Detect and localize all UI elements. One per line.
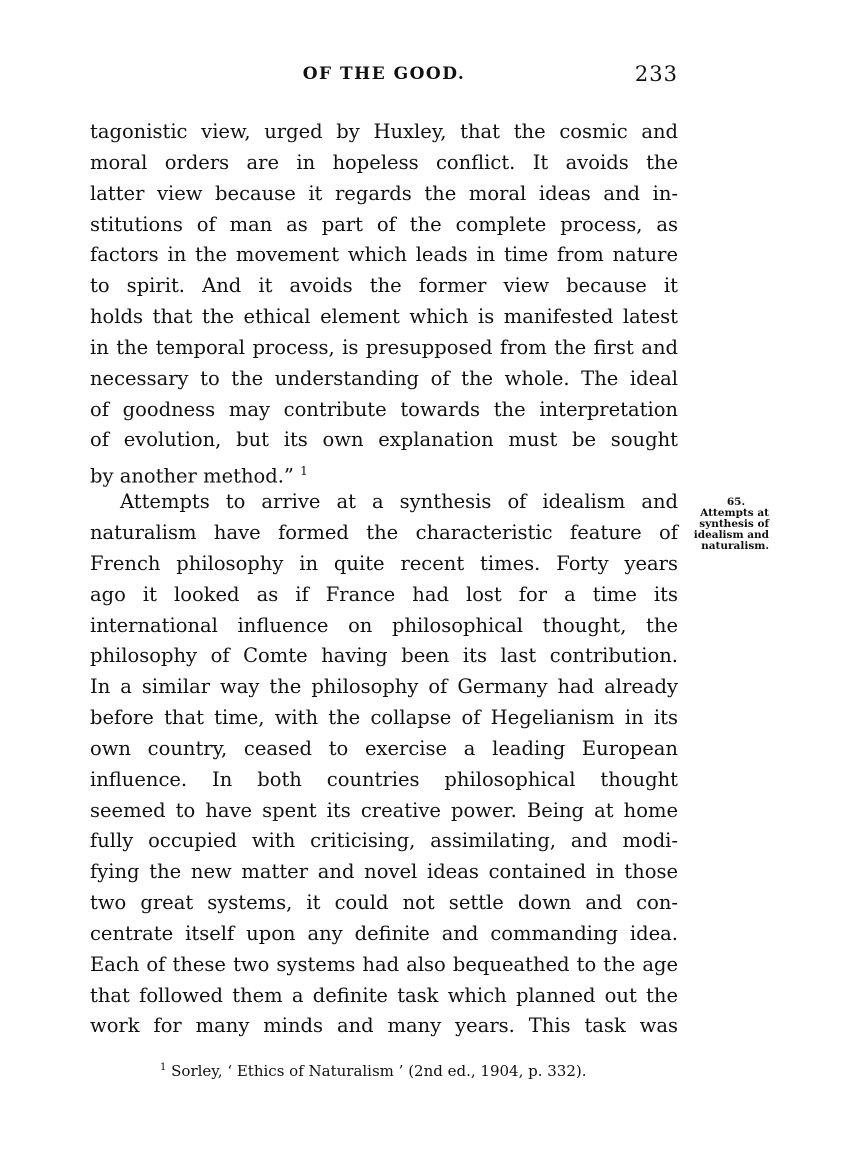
text-line: necessary to the understanding of the whole. The ideal — [90, 366, 678, 390]
text-line: French philosophy in quite recent times. Forty years — [90, 551, 678, 575]
margin-note — [683, 497, 769, 552]
text-line: holds that the ethical element which is manifested latest — [90, 305, 678, 329]
text-line: factors in the movement which leads in time from nature — [90, 243, 678, 267]
text-line: Each of these two systems had also bequeathed to the age — [90, 952, 678, 976]
text-line: philosophy of Comte having been its last contribution. — [90, 644, 678, 668]
text-line: to spirit. And it avoids the former view because it — [90, 274, 678, 298]
text-line: naturalism have formed the characteristic feature of — [90, 520, 678, 544]
paragraph-end-line — [90, 456, 678, 487]
text-line: latter view because it regards the moral ideas and in- — [90, 181, 678, 205]
footnote-marker: 1 — [160, 1062, 167, 1073]
margin-note-line: synthesis of — [699, 518, 769, 530]
text-line: moral orders are in hopeless conflict. It avoids the — [90, 150, 678, 174]
footnote-text: Sorley, ‘ Ethics of Naturalism ’ (2nd ed., 1904, p. 332). — [171, 1062, 587, 1080]
footnote — [160, 1062, 680, 1080]
running-head — [90, 62, 678, 92]
text-line: in the temporal process, is presupposed from the first and — [90, 335, 678, 359]
text-line: stitutions of man as part of the complete process, as — [90, 212, 678, 236]
text-line: of evolution, but its own explanation must be sought — [90, 428, 678, 452]
text-line: of goodness may contribute towards the interpretation — [90, 397, 678, 421]
text-line: seemed to have spent its creative power. Being at home — [90, 798, 678, 822]
running-title: OF THE GOOD. — [302, 64, 466, 84]
text-line: Attempts to arrive at a synthesis of idealism and — [120, 490, 678, 514]
section-number: 65. — [726, 496, 746, 508]
margin-note-line: idealism and — [693, 529, 769, 541]
text-line: before that time, with the collapse of Hegelianism in its — [90, 706, 678, 730]
text-line: work for many minds and many years. This task was — [90, 1014, 678, 1038]
text-line: two great systems, it could not settle down and con- — [90, 891, 678, 915]
text-line: that followed them a definite task which planned out the — [90, 983, 678, 1007]
footnote-reference: 1 — [300, 464, 308, 479]
text-line: international influence on philosophical thought, the — [90, 613, 678, 637]
margin-note-line: naturalism. — [701, 540, 769, 552]
text-line: fully occupied with criticising, assimilating, and modi- — [90, 829, 678, 853]
text-line: by another method.” — [90, 464, 294, 488]
text-line: centrate itself upon any definite and commanding idea. — [90, 921, 678, 945]
text-line: own country, ceased to exercise a leading European — [90, 736, 678, 760]
text-line: In a similar way the philosophy of Germany had already — [90, 675, 678, 699]
text-line: ago it looked as if France had lost for a time its — [90, 582, 678, 606]
body-text — [90, 117, 678, 1042]
text-line: tagonistic view, urged by Huxley, that the cosmic and — [90, 120, 678, 143]
text-line: fying the new matter and novel ideas contained in those — [90, 860, 678, 884]
margin-note-line: Attempts at — [700, 507, 769, 519]
page-number: 233 — [634, 62, 678, 86]
text-line: influence. In both countries philosophical thought — [90, 767, 678, 791]
